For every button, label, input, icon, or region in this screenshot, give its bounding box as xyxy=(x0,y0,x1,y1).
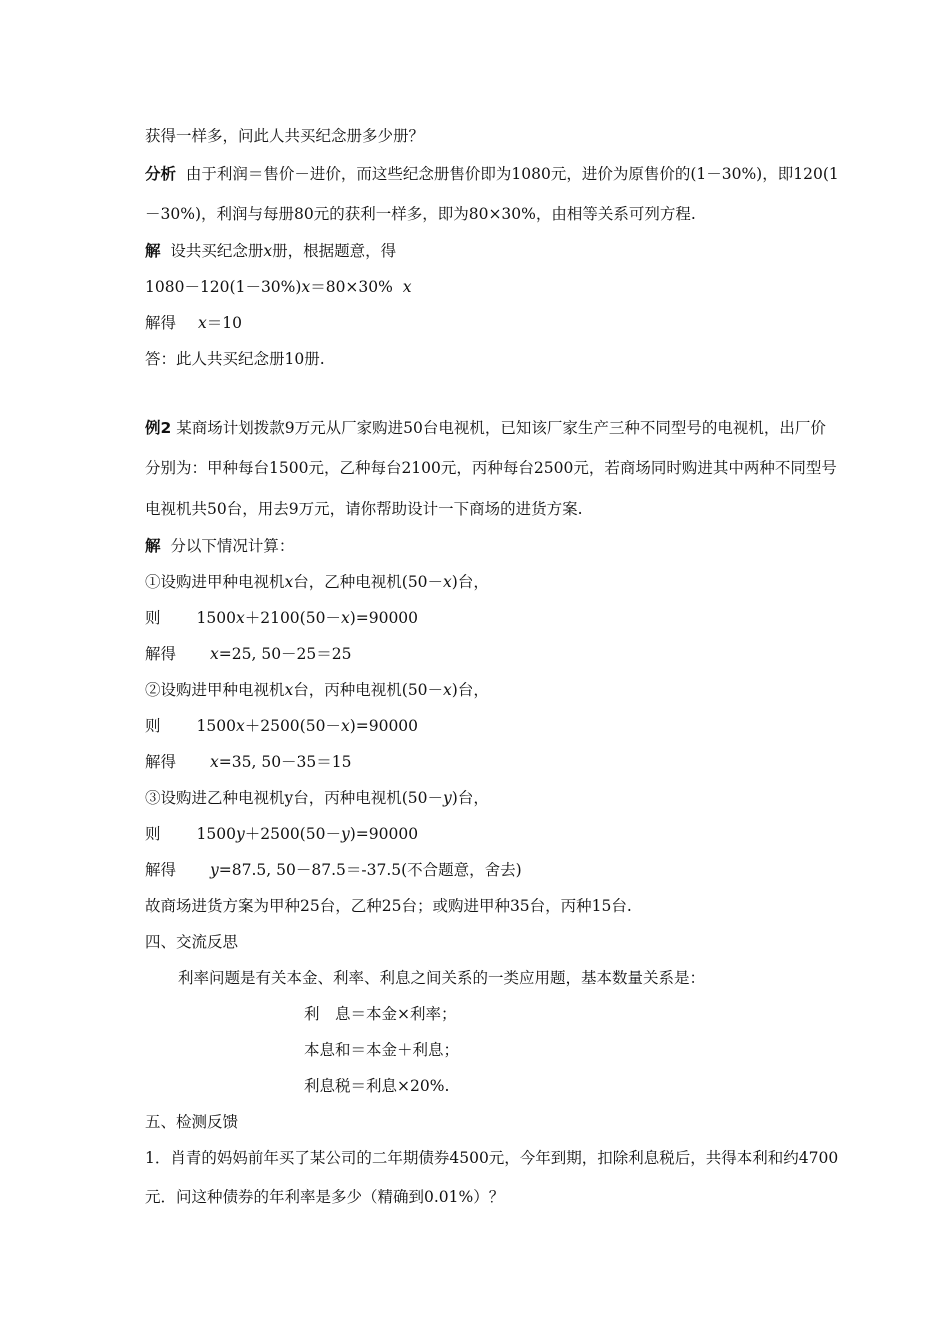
solution-text: 分以下情况计算： xyxy=(170,537,295,555)
analysis-text-1: 由于利润＝售价－进价，而这些纪念册售价即为1080元，进价为原售价的(1－30%)，即120(1 xyxy=(185,165,839,183)
case-1: ①设购进甲种电视机x台，乙种电视机(50－x)台， xyxy=(145,573,489,591)
section-4-heading: 四、交流反思 xyxy=(145,933,239,951)
solution2-intro xyxy=(145,536,294,556)
case-3: ③设购进乙种电视机y台，丙种电视机(50－y)台， xyxy=(145,789,489,807)
result-1 xyxy=(145,313,242,333)
case-3-result: 解得 y=87.5, 50－87.5＝-37.5(不合题意，舍去) xyxy=(145,861,522,879)
solution1-line xyxy=(145,241,396,261)
example2-line-3: 电视机共50台，用去9万元，请你帮助设计一下商场的进货方案. xyxy=(145,500,583,518)
paragraph-continuation: 获得一样多，问此人共买纪念册多少册？ xyxy=(145,127,425,145)
solution-label: 解 xyxy=(145,242,161,260)
variable: x xyxy=(301,278,311,296)
formula-principal-interest: 本息和＝本金＋利息； xyxy=(304,1041,460,1059)
question-1-line-2: 元．问这种债券的年利率是多少（精确到0.01%）？ xyxy=(145,1188,505,1206)
example-label: 例2 xyxy=(145,419,172,437)
variable: x xyxy=(198,314,207,332)
case-3-equation: 则 1500y＋2500(50－y)=90000 xyxy=(145,825,419,843)
conclusion: 故商场进货方案为甲种25台，乙种25台；或购进甲种35台，丙种15台. xyxy=(145,897,632,915)
section-4-text: 利率问题是有关本金、利率、利息之间关系的一类应用题，基本数量关系是： xyxy=(178,969,706,987)
formula-interest-tax: 利息税＝利息×20%. xyxy=(304,1077,450,1095)
formula-interest: 利 息＝本金×利率； xyxy=(304,1005,457,1023)
solution-text: 设共买纪念册 xyxy=(170,242,264,260)
solve-label: 解得 xyxy=(145,314,177,332)
section-5-heading: 五、检测反馈 xyxy=(145,1113,239,1131)
analysis-label: 分析 xyxy=(145,165,177,183)
answer-1: 答：此人共买纪念册10册. xyxy=(145,350,325,368)
case-2: ②设购进甲种电视机x台，丙种电视机(50－x)台， xyxy=(145,681,489,699)
equation-1 xyxy=(145,277,411,297)
variable: x xyxy=(263,242,273,260)
analysis-line-2: －30%)，利润与每册80元的获利一样多，即为80×30%，由相等关系可列方程. xyxy=(145,205,696,223)
analysis-line-1 xyxy=(145,164,839,184)
case-2-equation: 则 1500x＋2500(50－x)=90000 xyxy=(145,717,419,735)
case-1-equation: 则 1500x＋2100(50－x)=90000 xyxy=(145,609,419,627)
example2-line-2: 分别为：甲种每台1500元，乙种每台2100元，丙种每台2500元，若商场同时购进其中两种不同型号 xyxy=(145,459,837,477)
equation-part: ＝80×30% xyxy=(310,278,393,296)
variable: x xyxy=(402,278,412,296)
question-1-line-1: 1．肖青的妈妈前年买了某公司的二年期债券4500元，今年到期，扣除利息税后，共得本利和约4700 xyxy=(145,1149,839,1167)
example-text: 某商场计划拨款9万元从厂家购进50台电视机，已知该厂家生产三种不同型号的电视机，出厂价 xyxy=(176,419,826,437)
solution-label: 解 xyxy=(145,537,161,555)
equation-part: 1080－120(1－30%) xyxy=(145,278,302,296)
result-value: ＝10 xyxy=(206,314,242,332)
case-2-result: 解得 x=35, 50－35＝15 xyxy=(145,753,352,771)
example2-line-1 xyxy=(145,418,826,438)
solution-text: 册，根据题意，得 xyxy=(272,242,397,260)
case-1-result: 解得 x=25, 50－25＝25 xyxy=(145,645,352,663)
